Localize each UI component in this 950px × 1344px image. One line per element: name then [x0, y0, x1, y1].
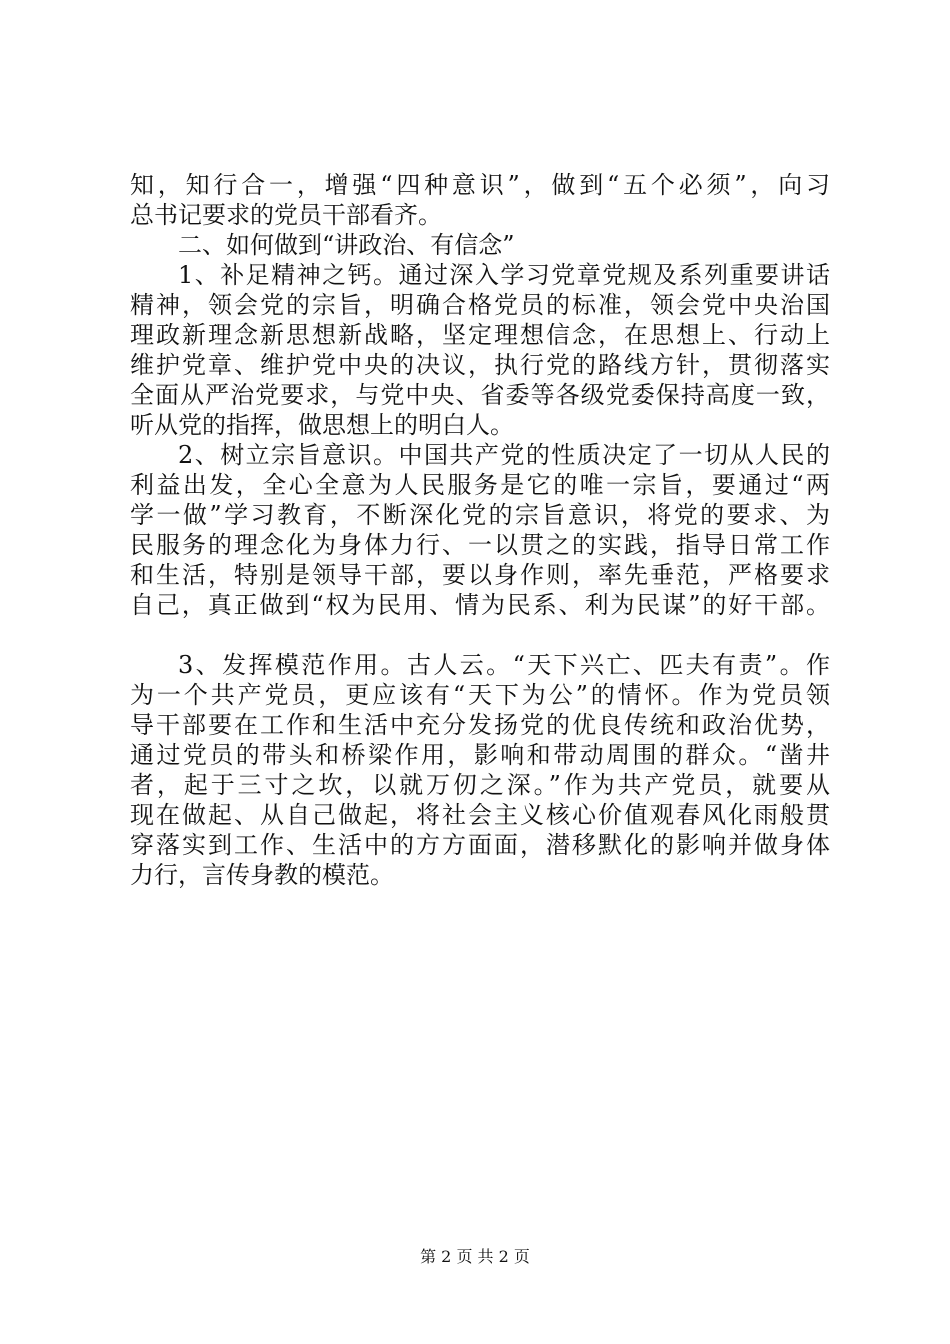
text-line: 者，起于三寸之坎，以就万仞之深。”作为共产党员，就要从: [130, 771, 830, 799]
text-line: 利益出发，全心全意为人民服务是它的唯一宗旨，要通过“两: [130, 471, 830, 499]
text-line: 和生活，特别是领导干部，要以身作则，率先垂范，严格要求: [130, 561, 830, 589]
text-line: 3、发挥模范作用。古人云。“天下兴亡、匹夫有责”。作: [178, 651, 830, 679]
text-line: 穿落实到工作、生活中的方方面面，潜移默化的影响并做身体: [130, 831, 830, 859]
text-line: 维护党章、维护党中央的决议，执行党的路线方针，贯彻落实: [130, 351, 830, 379]
text-line: 民服务的理念化为身体力行、一以贯之的实践，指导日常工作: [130, 531, 830, 559]
page-footer: 第 2 页 共 2 页: [420, 1247, 530, 1266]
text-line: 总书记要求的党员干部看齐。: [130, 201, 442, 229]
text-line: 知，知行合一，增强“四种意识”，做到“五个必须”，向习: [130, 171, 830, 199]
text-line: 全面从严治党要求，与党中央、省委等各级党委保持高度一致，: [130, 381, 830, 409]
text-line: 精神，领会党的宗旨，明确合格党员的标准，领会党中央治国: [130, 291, 830, 319]
document-body: [130, 170, 830, 890]
text-line: 2、树立宗旨意识。中国共产党的性质决定了一切从人民的: [178, 441, 830, 469]
text-line: 听从党的指挥，做思想上的明白人。: [130, 411, 514, 439]
text-line: 现在做起、从自己做起，将社会主义核心价值观春风化雨般贯: [130, 801, 830, 829]
text-line: 为一个共产党员，更应该有“天下为公”的情怀。作为党员领: [130, 681, 830, 709]
text-line: 二、如何做到“讲政治、有信念”: [178, 231, 515, 259]
text-line: 力行，言传身教的模范。: [130, 861, 394, 889]
text-line: 自己，真正做到“权为民用、情为民系、利为民谋”的好干部。: [130, 591, 830, 619]
text-line: 1、补足精神之钙。通过深入学习党章党规及系列重要讲话: [178, 261, 830, 289]
text-line: 导干部要在工作和生活中充分发扬党的优良传统和政治优势，: [130, 711, 830, 739]
paragraph-spacer: [130, 620, 830, 650]
text-line: 通过党员的带头和桥梁作用，影响和带动周围的群众。“凿井: [130, 741, 830, 769]
text-line: 理政新理念新思想新战略，坚定理想信念，在思想上、行动上: [130, 321, 830, 349]
text-line: 学一做”学习教育，不断深化党的宗旨意识，将党的要求、为: [130, 501, 830, 529]
